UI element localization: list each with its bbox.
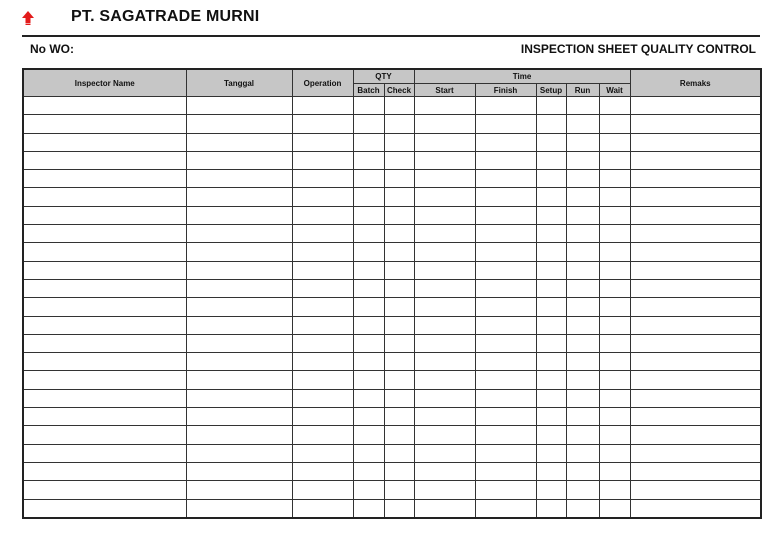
table-row [23,279,761,297]
table-row [23,188,761,206]
table-cell[interactable] [186,133,292,151]
header-tanggal: Tanggal [186,69,292,97]
table-cell[interactable] [292,298,353,316]
table-cell[interactable] [414,481,475,499]
table-cell[interactable] [384,408,414,426]
table-cell[interactable] [353,334,384,352]
table-cell[interactable] [599,426,630,444]
company-name: PT. SAGATRADE MURNI [71,8,260,25]
table-cell[interactable] [186,206,292,224]
table-cell[interactable] [23,151,186,169]
table-cell[interactable] [384,97,414,115]
table-cell[interactable] [475,115,536,133]
table-cell[interactable] [566,389,599,407]
table-cell[interactable] [23,462,186,480]
table-cell[interactable] [414,133,475,151]
table-cell[interactable] [599,334,630,352]
header-qty-batch: Batch [353,84,384,97]
table-cell[interactable] [23,481,186,499]
table-cell[interactable] [186,97,292,115]
table-cell[interactable] [292,371,353,389]
table-cell[interactable] [599,188,630,206]
table-cell[interactable] [292,133,353,151]
table-cell[interactable] [353,462,384,480]
table-cell[interactable] [630,481,761,499]
table-cell[interactable] [353,170,384,188]
table-cell[interactable] [536,225,566,243]
table-cell[interactable] [292,353,353,371]
header-time-start: Start [414,84,475,97]
table-cell[interactable] [384,316,414,334]
table-cell[interactable] [414,353,475,371]
table-cell[interactable] [536,316,566,334]
table-cell[interactable] [630,371,761,389]
table-row [23,243,761,261]
table-row [23,170,761,188]
table-cell[interactable] [475,316,536,334]
header-time-setup: Setup [536,84,566,97]
table-cell[interactable] [566,426,599,444]
table-cell[interactable] [536,353,566,371]
table-cell[interactable] [630,316,761,334]
table-cell[interactable] [414,225,475,243]
header-time-wait: Wait [599,84,630,97]
table-cell[interactable] [186,279,292,297]
table-cell[interactable] [475,481,536,499]
table-cell[interactable] [384,499,414,518]
table-cell[interactable] [566,408,599,426]
table-cell[interactable] [599,316,630,334]
table-cell[interactable] [414,243,475,261]
table-cell[interactable] [566,371,599,389]
table-cell[interactable] [292,499,353,518]
table-cell[interactable] [475,243,536,261]
table-cell[interactable] [475,225,536,243]
table-cell[interactable] [353,206,384,224]
table-cell[interactable] [536,279,566,297]
table-cell[interactable] [384,133,414,151]
table-cell[interactable] [414,170,475,188]
table-cell[interactable] [23,334,186,352]
table-cell[interactable] [23,279,186,297]
table-cell[interactable] [23,206,186,224]
table-cell[interactable] [536,444,566,462]
table-cell[interactable] [384,243,414,261]
table-row [23,97,761,115]
table-cell[interactable] [566,462,599,480]
table-cell[interactable] [536,389,566,407]
inspection-table [22,68,762,519]
table-cell[interactable] [599,170,630,188]
table-cell[interactable] [384,481,414,499]
table-cell[interactable] [384,261,414,279]
table-cell[interactable] [353,225,384,243]
table-row [23,389,761,407]
table-row [23,115,761,133]
table-cell[interactable] [630,97,761,115]
table-cell[interactable] [566,261,599,279]
table-cell[interactable] [475,97,536,115]
table-cell[interactable] [23,133,186,151]
table-row [23,206,761,224]
header-time-finish: Finish [475,84,536,97]
table-cell[interactable] [414,371,475,389]
table-cell[interactable] [414,97,475,115]
table-cell[interactable] [630,499,761,518]
table-cell[interactable] [475,170,536,188]
table-cell[interactable] [414,115,475,133]
table-cell[interactable] [599,481,630,499]
table-cell[interactable] [536,188,566,206]
table-cell[interactable] [566,279,599,297]
table-cell[interactable] [414,444,475,462]
table-cell[interactable] [599,353,630,371]
sheet-title: INSPECTION SHEET QUALITY CONTROL [520,42,756,56]
table-cell[interactable] [599,408,630,426]
table-cell[interactable] [384,206,414,224]
table-cell[interactable] [353,316,384,334]
table-cell[interactable] [475,188,536,206]
table-cell[interactable] [566,188,599,206]
table-cell[interactable] [599,115,630,133]
table-cell[interactable] [186,334,292,352]
table-cell[interactable] [630,225,761,243]
header-time: Time [414,69,630,84]
header-inspector-name: Inspector Name [23,69,186,97]
table-cell[interactable] [384,444,414,462]
table-cell[interactable] [292,481,353,499]
table-cell[interactable] [384,353,414,371]
table-cell[interactable] [186,371,292,389]
table-cell[interactable] [630,408,761,426]
table-cell[interactable] [23,389,186,407]
table-cell[interactable] [599,243,630,261]
table-cell[interactable] [384,426,414,444]
table-cell[interactable] [536,261,566,279]
header-time-run: Run [566,84,599,97]
table-cell[interactable] [475,133,536,151]
table-cell[interactable] [186,151,292,169]
table-cell[interactable] [384,115,414,133]
table-cell[interactable] [599,97,630,115]
table-cell[interactable] [353,353,384,371]
table-cell[interactable] [23,444,186,462]
table-cell[interactable] [599,298,630,316]
table-cell[interactable] [475,353,536,371]
table-cell[interactable] [536,170,566,188]
table-cell[interactable] [536,243,566,261]
table-cell[interactable] [186,261,292,279]
table-cell[interactable] [384,389,414,407]
table-cell[interactable] [475,462,536,480]
red-arrow-logo-icon [22,11,34,25]
table-cell[interactable] [536,206,566,224]
table-cell[interactable] [186,426,292,444]
table-cell[interactable] [414,188,475,206]
table-row [23,426,761,444]
table-cell[interactable] [475,389,536,407]
table-cell[interactable] [599,206,630,224]
table-cell[interactable] [630,243,761,261]
table-cell[interactable] [566,97,599,115]
table-cell[interactable] [414,151,475,169]
table-cell[interactable] [475,444,536,462]
table-cell[interactable] [292,188,353,206]
work-order-label: No WO: [30,42,74,56]
table-cell[interactable] [475,499,536,518]
table-cell[interactable] [186,353,292,371]
table-cell[interactable] [630,462,761,480]
table-row [23,133,761,151]
table-cell[interactable] [414,261,475,279]
table-body [23,97,761,518]
table-cell[interactable] [566,499,599,518]
header-qty: QTY [353,69,414,84]
table-cell[interactable] [414,408,475,426]
table-cell[interactable] [414,279,475,297]
table-cell[interactable] [353,188,384,206]
table-cell[interactable] [186,115,292,133]
header-qty-check: Check [384,84,414,97]
table-cell[interactable] [475,151,536,169]
table-cell[interactable] [414,389,475,407]
table-cell[interactable] [23,97,186,115]
table-cell[interactable] [599,133,630,151]
table-cell[interactable] [292,316,353,334]
table-cell[interactable] [599,444,630,462]
header-remarks: Remaks [630,69,761,97]
table-cell[interactable] [353,426,384,444]
table-cell[interactable] [292,444,353,462]
table-cell[interactable] [353,444,384,462]
table-cell[interactable] [292,206,353,224]
table-cell[interactable] [630,426,761,444]
table-cell[interactable] [566,334,599,352]
table-cell[interactable] [23,499,186,518]
table-cell[interactable] [566,243,599,261]
table-row [23,353,761,371]
table-cell[interactable] [186,170,292,188]
table-cell[interactable] [292,151,353,169]
table-cell[interactable] [536,426,566,444]
table-cell[interactable] [536,371,566,389]
table-cell[interactable] [384,225,414,243]
table-cell[interactable] [475,261,536,279]
table-cell[interactable] [292,261,353,279]
table-cell[interactable] [475,371,536,389]
table-cell[interactable] [630,444,761,462]
table-cell[interactable] [630,133,761,151]
table-cell[interactable] [566,225,599,243]
table-row [23,151,761,169]
table-cell[interactable] [186,298,292,316]
table-cell[interactable] [536,462,566,480]
table-row [23,499,761,518]
table-cell[interactable] [475,408,536,426]
table-cell[interactable] [630,353,761,371]
table-row [23,371,761,389]
table-cell[interactable] [599,499,630,518]
table-cell[interactable] [23,353,186,371]
table-cell[interactable] [414,462,475,480]
table-cell[interactable] [630,334,761,352]
table-cell[interactable] [384,279,414,297]
table-cell[interactable] [384,371,414,389]
table-cell[interactable] [475,334,536,352]
table-cell[interactable] [536,97,566,115]
table-row [23,444,761,462]
table-cell[interactable] [566,353,599,371]
table-cell[interactable] [292,389,353,407]
table-cell[interactable] [599,225,630,243]
table-cell[interactable] [186,389,292,407]
table-cell[interactable] [566,481,599,499]
table-cell[interactable] [186,243,292,261]
table-cell[interactable] [23,316,186,334]
table-cell[interactable] [23,371,186,389]
table-cell[interactable] [630,206,761,224]
table-row [23,334,761,352]
table-cell[interactable] [384,170,414,188]
table-cell[interactable] [186,499,292,518]
table-cell[interactable] [384,151,414,169]
table-cell[interactable] [23,115,186,133]
table-cell[interactable] [475,206,536,224]
table-cell[interactable] [292,225,353,243]
table-cell[interactable] [599,279,630,297]
table-cell[interactable] [23,170,186,188]
table-cell[interactable] [292,462,353,480]
table-cell[interactable] [566,151,599,169]
table-cell[interactable] [353,371,384,389]
table-cell[interactable] [23,408,186,426]
table-cell[interactable] [599,261,630,279]
table-row [23,261,761,279]
table-cell[interactable] [599,462,630,480]
table-cell[interactable] [353,298,384,316]
table-row [23,316,761,334]
table-cell[interactable] [186,444,292,462]
table-cell[interactable] [186,481,292,499]
table-cell[interactable] [23,225,186,243]
table-cell[interactable] [414,499,475,518]
table-cell[interactable] [384,188,414,206]
table-cell[interactable] [353,408,384,426]
table-cell[interactable] [353,481,384,499]
document-header [0,0,768,36]
table-cell[interactable] [630,261,761,279]
table-cell[interactable] [475,426,536,444]
table-cell[interactable] [475,279,536,297]
table-cell[interactable] [353,115,384,133]
table-cell[interactable] [292,115,353,133]
table-cell[interactable] [292,170,353,188]
table-row [23,298,761,316]
table-cell[interactable] [23,298,186,316]
table-cell[interactable] [292,279,353,297]
table-cell[interactable] [23,261,186,279]
table-cell[interactable] [599,389,630,407]
table-cell[interactable] [353,97,384,115]
table-cell[interactable] [536,298,566,316]
table-row [23,481,761,499]
table-cell[interactable] [599,151,630,169]
table-cell[interactable] [353,389,384,407]
table-row [23,462,761,480]
table-cell[interactable] [353,243,384,261]
table-cell[interactable] [475,298,536,316]
table-cell[interactable] [566,133,599,151]
table-cell[interactable] [566,206,599,224]
table-cell[interactable] [536,499,566,518]
table-cell[interactable] [566,298,599,316]
table-cell[interactable] [353,261,384,279]
table-cell[interactable] [630,279,761,297]
table-cell[interactable] [353,151,384,169]
table-cell[interactable] [353,133,384,151]
table-cell[interactable] [292,408,353,426]
table-cell[interactable] [414,334,475,352]
table-cell[interactable] [384,298,414,316]
table-cell[interactable] [536,334,566,352]
header-operation: Operation [292,69,353,97]
table-cell[interactable] [630,389,761,407]
table-cell[interactable] [186,225,292,243]
table-cell[interactable] [536,408,566,426]
table-cell[interactable] [630,298,761,316]
table-cell[interactable] [384,334,414,352]
header-divider [22,35,760,37]
table-cell[interactable] [414,298,475,316]
table-cell[interactable] [23,426,186,444]
table-cell[interactable] [536,481,566,499]
table-cell[interactable] [23,188,186,206]
table-cell[interactable] [292,97,353,115]
table-cell[interactable] [630,170,761,188]
table-cell[interactable] [353,279,384,297]
table-cell[interactable] [566,170,599,188]
table-cell[interactable] [566,316,599,334]
table-cell[interactable] [384,462,414,480]
table-cell[interactable] [186,316,292,334]
table-cell[interactable] [630,188,761,206]
table-cell[interactable] [414,426,475,444]
table-cell[interactable] [186,408,292,426]
table-cell[interactable] [186,188,292,206]
table-cell[interactable] [536,115,566,133]
table-row [23,408,761,426]
table-cell[interactable] [630,151,761,169]
table-cell[interactable] [566,444,599,462]
table-cell[interactable] [292,426,353,444]
table-cell[interactable] [353,499,384,518]
table-cell[interactable] [292,243,353,261]
table-cell[interactable] [186,462,292,480]
table-cell[interactable] [536,151,566,169]
table-cell[interactable] [566,115,599,133]
table-cell[interactable] [414,316,475,334]
table-cell[interactable] [292,334,353,352]
table-cell[interactable] [23,243,186,261]
table-cell[interactable] [599,371,630,389]
table-row [23,225,761,243]
table-cell[interactable] [630,115,761,133]
table-cell[interactable] [536,133,566,151]
table-cell[interactable] [414,206,475,224]
